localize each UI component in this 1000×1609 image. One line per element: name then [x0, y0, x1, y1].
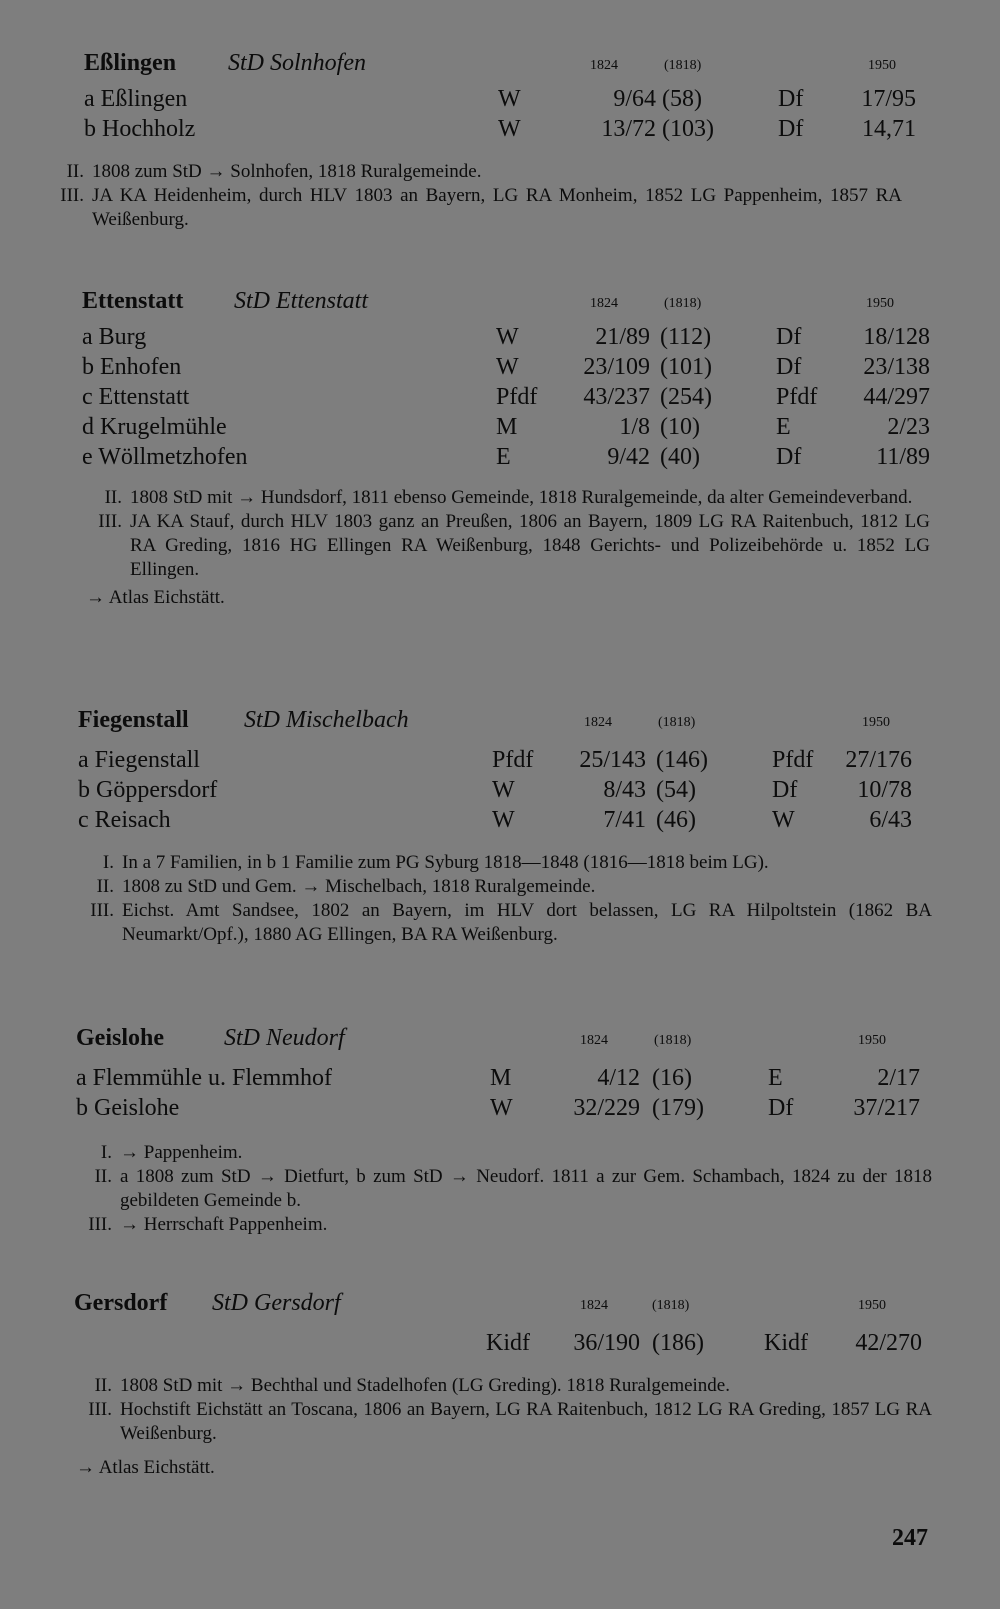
row-1950: 37/217 [853, 1095, 920, 1121]
row-label: e Wöllmetzhofen [82, 444, 248, 470]
year-1818: (1818) [664, 58, 702, 73]
note-number: II. [96, 876, 114, 897]
row-type-1950: Df [778, 116, 804, 142]
row-label: b Hochholz [84, 116, 196, 142]
row-1824: 43/237 [583, 384, 650, 410]
note-text: 1808 StD mit → Bechthal und Stadelhofen (LG Greding). 1818 Ruralgemeinde. [120, 1375, 730, 1396]
note-ii [74, 875, 954, 899]
note-text: JA KA Heidenheim, durch HLV 1803 an Bayern, LG RA Monheim, 1852 LG Pappenheim, 1857 RA Weißenburg. [92, 185, 902, 230]
row-1818: (16) [652, 1065, 692, 1091]
year-1824: 1824 [580, 1298, 608, 1313]
row-1818: (146) [656, 747, 708, 773]
row-1818: (254) [660, 384, 712, 410]
row-1824: 36/190 [573, 1330, 640, 1356]
row-type: Kidf [486, 1330, 530, 1356]
row-type: Pfdf [496, 384, 538, 410]
row-1824: 9/42 [607, 444, 650, 470]
place-name: Fiegenstall [78, 707, 189, 733]
note-text: JA KA Stauf, durch HLV 1803 ganz an Preußen, 1806 an Bayern, 1809 LG RA Raitenbuch, 1812 LG RA Greding, 1816 HG Ellingen RA Weißenburg, 1848 Gerichts- und Polizeibehörde u. 1852 LG Ellingen. [130, 511, 930, 580]
row-type-1950: Df [776, 354, 802, 380]
note-text: 1808 zum StD → Solnhofen, 1818 Ruralgemeinde. [92, 161, 482, 182]
note-iii [44, 184, 944, 232]
year-1950: 1950 [858, 1298, 886, 1313]
year-1950: 1950 [868, 58, 896, 73]
row-type: W [492, 777, 515, 803]
note-ii [82, 486, 962, 510]
row-1824: 7/41 [603, 807, 646, 833]
row-1950: 27/176 [845, 747, 912, 773]
note-ii [72, 1374, 952, 1398]
row-1950: 2/23 [887, 414, 930, 440]
year-1950: 1950 [862, 715, 890, 730]
row-label: a Eßlingen [84, 86, 188, 112]
note-ii [44, 160, 944, 184]
note-text: Hochstift Eichstätt an Toscana, 1806 an Bayern, LG RA Raitenbuch, 1812 LG RA Greding, 1857 LG RA Weißenburg. [120, 1399, 932, 1444]
row-1818: (103) [662, 116, 714, 142]
note-text: → Herrschaft Pappenheim. [120, 1214, 328, 1235]
row-1818: (40) [660, 444, 700, 470]
row-type: W [496, 354, 519, 380]
row-1824: 25/143 [579, 747, 646, 773]
row-1818: (186) [652, 1330, 704, 1356]
note-ii [72, 1165, 952, 1213]
note-number: III. [98, 511, 122, 532]
entry-header [0, 1025, 1000, 1055]
row-1818: (101) [660, 354, 712, 380]
entry-header [0, 707, 1000, 737]
row-1950: 18/128 [863, 324, 930, 350]
note-iii [74, 899, 954, 947]
note-number: II. [104, 487, 122, 508]
note-iii [72, 1398, 952, 1446]
table-row [0, 116, 1000, 146]
table-row [0, 747, 1000, 777]
note-i [72, 1141, 952, 1165]
row-type-1950: Kidf [764, 1330, 808, 1356]
year-1818: (1818) [652, 1298, 690, 1313]
row-label: a Fiegenstall [78, 747, 200, 773]
row-type: W [492, 807, 515, 833]
table-row [0, 1065, 1000, 1095]
row-1824: 13/72 [601, 116, 656, 142]
row-1950: 10/78 [857, 777, 912, 803]
note-number: II. [94, 1375, 112, 1396]
atlas-reference: → Atlas Eichstätt. [86, 587, 225, 608]
table-row [0, 444, 1000, 474]
table-row [0, 86, 1000, 116]
row-1818: (112) [660, 324, 712, 350]
row-1824: 32/229 [573, 1095, 640, 1121]
atlas-reference: → Atlas Eichstätt. [76, 1457, 215, 1478]
note-text: 1808 zu StD und Gem. → Mischelbach, 1818 Ruralgemeinde. [122, 876, 596, 897]
year-1824: 1824 [590, 58, 618, 73]
steuerdistrikt: StD Ettenstatt [234, 288, 368, 314]
note-text: → Pappenheim. [120, 1142, 243, 1163]
row-label: b Göppersdorf [78, 777, 218, 803]
row-1824: 8/43 [603, 777, 646, 803]
year-1818: (1818) [658, 715, 696, 730]
row-type-1950: Df [772, 777, 798, 803]
note-text: In a 7 Familien, in b 1 Familie zum PG Syburg 1818—1848 (1816—1818 beim LG). [122, 852, 769, 873]
note-text: 1808 StD mit → Hundsdorf, 1811 ebenso Gemeinde, 1818 Ruralgemeinde, da alter Gemeindeverband. [130, 487, 913, 508]
row-type-1950: W [772, 807, 795, 833]
year-1950: 1950 [858, 1033, 886, 1048]
year-1818: (1818) [654, 1033, 692, 1048]
entry-esslingen [0, 50, 1000, 232]
table-row [0, 807, 1000, 837]
row-1950: 42/270 [855, 1330, 922, 1356]
note-number: III. [90, 900, 114, 921]
row-type-1950: E [776, 414, 791, 440]
row-1950: 14,71 [862, 116, 916, 142]
year-1950: 1950 [866, 296, 894, 311]
year-1824: 1824 [580, 1033, 608, 1048]
row-1824: 4/12 [597, 1065, 640, 1091]
row-1818: (179) [652, 1095, 704, 1121]
note-text: Eichst. Amt Sandsee, 1802 an Bayern, im HLV dort belassen, LG RA Hilpoltstein (1862 BA Neumarkt/Opf.), 1880 AG Ellingen, BA RA Weißenburg. [122, 900, 932, 945]
row-label: d Krugelmühle [82, 414, 227, 440]
row-1950: 6/43 [869, 807, 912, 833]
row-1950: 44/297 [863, 384, 930, 410]
row-1818: (46) [656, 807, 696, 833]
place-name: Geislohe [76, 1025, 164, 1051]
entry-gersdorf [0, 1290, 1000, 1480]
row-label: b Geislohe [76, 1095, 180, 1121]
row-1818: (54) [656, 777, 696, 803]
note-i [74, 851, 954, 875]
row-type-1950: Df [768, 1095, 794, 1121]
entry-header [0, 1290, 1000, 1320]
entry-header [0, 50, 1000, 80]
row-type: W [490, 1095, 513, 1121]
table-row [0, 1095, 1000, 1125]
note-number: III. [88, 1214, 112, 1235]
row-label: c Ettenstatt [82, 384, 190, 410]
steuerdistrikt: StD Mischelbach [244, 707, 409, 733]
table-row [0, 1330, 1000, 1360]
row-type-1950: E [768, 1065, 783, 1091]
row-1950: 23/138 [863, 354, 930, 380]
row-label: b Enhofen [82, 354, 182, 380]
note-text: a 1808 zum StD → Dietfurt, b zum StD → Neudorf. 1811 a zur Gem. Schambach, 1824 zu der 1818 gebildeten Gemeinde b. [120, 1166, 932, 1211]
row-type: M [490, 1065, 512, 1091]
row-type: M [496, 414, 518, 440]
note-number: III. [88, 1399, 112, 1420]
entry-ettenstatt [0, 288, 1000, 610]
row-type-1950: Df [778, 86, 804, 112]
row-label: a Flemmühle u. Flemmhof [76, 1065, 332, 1091]
table-row [0, 324, 1000, 354]
table-row [0, 354, 1000, 384]
row-type: W [496, 324, 519, 350]
table-row [0, 384, 1000, 414]
row-1824: 9/64 [613, 86, 656, 112]
row-type: E [496, 444, 511, 470]
row-1950: 11/89 [876, 444, 930, 470]
entry-header [0, 288, 1000, 318]
note-number: II. [94, 1166, 112, 1187]
row-1824: 23/109 [583, 354, 650, 380]
note-iii [72, 1213, 952, 1237]
entry-geislohe [0, 1025, 1000, 1237]
note-number: I. [100, 1142, 112, 1163]
year-1824: 1824 [590, 296, 618, 311]
place-name: Gersdorf [74, 1290, 168, 1316]
row-1818: (58) [662, 86, 702, 112]
place-name: Eßlingen [84, 50, 177, 76]
row-type-1950: Pfdf [772, 747, 814, 773]
note-iii [82, 510, 962, 582]
row-1824: 1/8 [619, 414, 650, 440]
row-type: W [498, 116, 521, 142]
note-number: II. [66, 161, 84, 182]
row-1950: 17/95 [861, 86, 916, 112]
row-type-1950: Df [776, 444, 802, 470]
steuerdistrikt: StD Solnhofen [228, 50, 366, 76]
entry-fiegenstall [0, 707, 1000, 947]
row-type: Pfdf [492, 747, 534, 773]
page-number: 247 [892, 1525, 928, 1551]
row-label: c Reisach [78, 807, 171, 833]
row-type: W [498, 86, 521, 112]
row-type-1950: Df [776, 324, 802, 350]
table-row [0, 777, 1000, 807]
row-type-1950: Pfdf [776, 384, 818, 410]
note-number: III. [60, 185, 84, 206]
year-1818: (1818) [664, 296, 702, 311]
row-1824: 21/89 [595, 324, 650, 350]
place-name: Ettenstatt [82, 288, 184, 314]
note-number: I. [102, 852, 114, 873]
row-1950: 2/17 [877, 1065, 920, 1091]
table-row [0, 414, 1000, 444]
steuerdistrikt: StD Neudorf [224, 1025, 345, 1051]
row-label: a Burg [82, 324, 147, 350]
year-1824: 1824 [584, 715, 612, 730]
row-1818: (10) [660, 414, 700, 440]
steuerdistrikt: StD Gersdorf [212, 1290, 341, 1316]
